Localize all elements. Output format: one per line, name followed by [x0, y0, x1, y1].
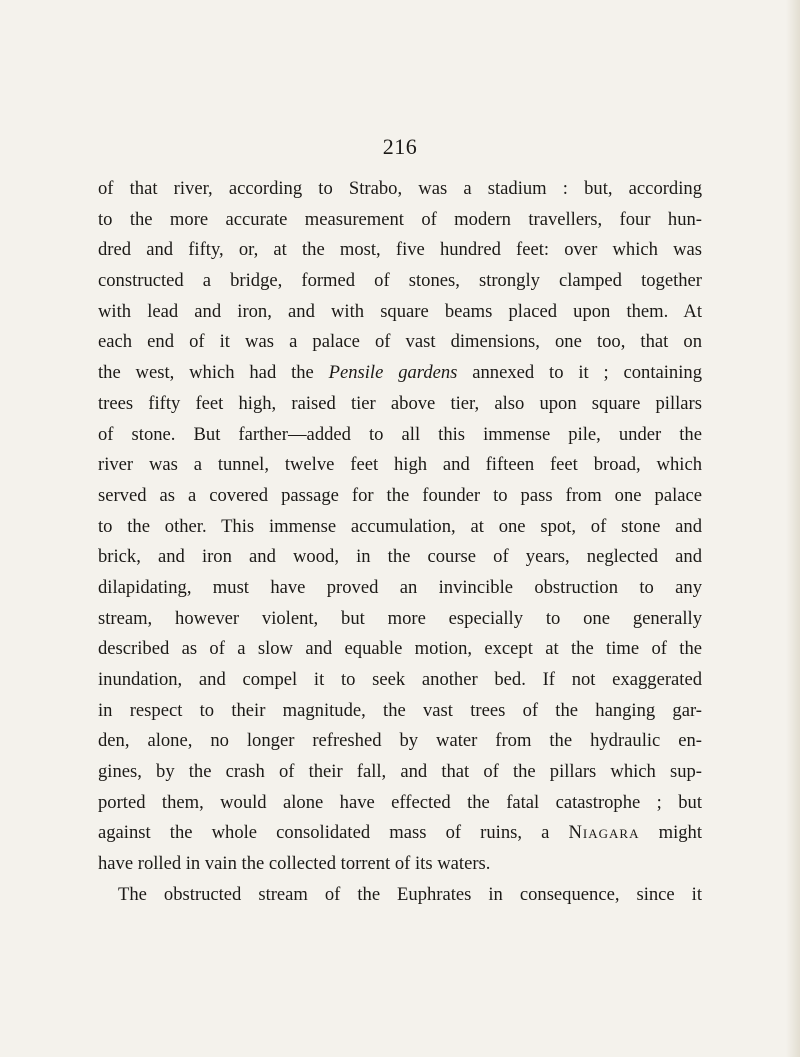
text-segment: described as of a slow and equable motion, except at the time of the	[98, 638, 702, 660]
text-segment: to the other. This immense accumulation, at one spot, of stone and	[98, 515, 702, 537]
text-segment: of that river, according to Strabo, was a stadium : but, according	[98, 178, 702, 199]
text-segment: river was a tunnel, twelve feet high and fifteen feet broad, which	[98, 454, 702, 476]
text-line	[98, 420, 702, 451]
text-segment: dilapidating, must have proved an invincible obstruction to any	[98, 576, 702, 598]
text-segment: of stone. But farther—added to all this immense pile, under the	[98, 423, 702, 445]
text-segment: ported them, would alone have effected the fatal catastrophe ; but	[98, 791, 702, 813]
small-caps-word: Niagara	[568, 822, 640, 844]
text-segment: against the whole consolidated mass of ruins, a	[98, 822, 569, 844]
text-line	[98, 634, 702, 665]
text-line	[98, 818, 702, 849]
text-segment: The obstructed stream of the Euphrates in consequence, since it	[118, 883, 702, 905]
text-segment: den, alone, no longer refreshed by water from the hydraulic en-	[98, 730, 702, 752]
text-segment: dred and fifty, or, at the most, five hundred feet: over which was	[98, 239, 702, 261]
text-line	[98, 174, 702, 205]
text-segment: trees fifty feet high, raised tier above tier, also upon square pillars	[98, 392, 702, 414]
body-text	[98, 174, 702, 911]
text-segment: served as a covered passage for the founder to pass from one palace	[98, 484, 702, 506]
text-line	[98, 726, 702, 757]
text-line	[98, 788, 702, 819]
text-segment: gines, by the crash of their fall, and that of the pillars which sup-	[98, 761, 702, 783]
text-line	[98, 389, 702, 420]
text-line	[98, 450, 702, 481]
text-segment: stream, however violent, but more especially to one generally	[98, 607, 702, 629]
text-line	[98, 358, 702, 389]
text-segment: to the more accurate measurement of modern travellers, four hun-	[98, 208, 702, 230]
text-line	[98, 327, 702, 358]
text-line	[98, 849, 702, 880]
text-line	[98, 266, 702, 297]
text-segment: inundation, and compel it to seek another bed. If not exaggerated	[98, 669, 702, 690]
page-number: 216	[382, 134, 418, 159]
text-line	[98, 573, 702, 604]
text-line	[98, 481, 702, 512]
text-line	[98, 665, 702, 696]
text-segment: in respect to their magnitude, the vast trees of the hanging gar-	[98, 699, 702, 721]
text-line	[98, 880, 702, 911]
text-segment: constructed a bridge, formed of stones, strongly clamped together	[98, 270, 702, 292]
text-line	[98, 235, 702, 266]
text-line	[98, 604, 702, 635]
text-segment: each end of it was a palace of vast dimensions, one too, that on	[98, 331, 702, 353]
text-segment: with lead and iron, and with square beams placed upon them. At	[98, 300, 702, 322]
text-line	[98, 696, 702, 727]
text-line	[98, 297, 702, 328]
text-segment: annexed to it ; containing	[457, 362, 702, 384]
italic-phrase: Pensile gardens	[328, 362, 458, 384]
text-line	[98, 542, 702, 573]
text-line	[98, 757, 702, 788]
text-segment: brick, and iron and wood, in the course of years, neglected and	[98, 546, 702, 568]
text-segment: might	[639, 822, 702, 844]
text-segment: the west, which had the	[98, 362, 329, 384]
text-line	[98, 512, 702, 543]
text-line	[98, 205, 702, 236]
text-segment: have rolled in vain the collected torrent of its waters.	[98, 853, 491, 875]
